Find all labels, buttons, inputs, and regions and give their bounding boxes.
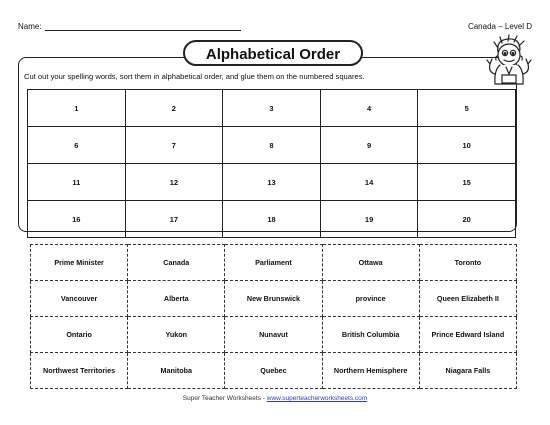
word-card[interactable]: Prime Minister	[31, 245, 128, 281]
word-card[interactable]: Vancouver	[31, 281, 128, 317]
grid-cell[interactable]: 5	[418, 90, 516, 127]
footer-text: Super Teacher Worksheets -	[182, 395, 267, 402]
level-label: Canada – Level D	[467, 22, 532, 31]
name-label: Name:	[18, 22, 42, 31]
grid-row	[28, 201, 516, 238]
word-row	[31, 281, 517, 317]
grid-cell[interactable]: 19	[320, 201, 418, 238]
name-field	[18, 22, 241, 31]
grid-cell[interactable]: 6	[28, 127, 126, 164]
word-card[interactable]: Niagara Falls	[419, 353, 516, 389]
word-card[interactable]: Ontario	[31, 317, 128, 353]
grid-cell[interactable]: 3	[223, 90, 321, 127]
word-card[interactable]: Queen Elizabeth II	[419, 281, 516, 317]
word-card[interactable]: Yukon	[128, 317, 225, 353]
word-card[interactable]: Manitoba	[128, 353, 225, 389]
grid-cell[interactable]: 11	[28, 164, 126, 201]
page-title: Alphabetical Order	[183, 40, 363, 66]
grid-cell[interactable]: 1	[28, 90, 126, 127]
grid-cell[interactable]: 4	[320, 90, 418, 127]
word-card[interactable]: New Brunswick	[225, 281, 322, 317]
grid-row	[28, 90, 516, 127]
word-card[interactable]: Prince Edward Island	[419, 317, 516, 353]
grid-cell[interactable]: 14	[320, 164, 418, 201]
footer	[0, 395, 550, 402]
student-cartoon-icon	[480, 34, 538, 90]
word-card[interactable]: British Columbia	[322, 317, 419, 353]
grid-cell[interactable]: 7	[125, 127, 223, 164]
word-card[interactable]: Quebec	[225, 353, 322, 389]
grid-cell[interactable]: 13	[223, 164, 321, 201]
word-row	[31, 353, 517, 389]
grid-cell[interactable]: 12	[125, 164, 223, 201]
grid-cell[interactable]: 9	[320, 127, 418, 164]
grid-cell[interactable]: 17	[125, 201, 223, 238]
grid-cell[interactable]: 8	[223, 127, 321, 164]
numbered-grid	[27, 89, 516, 238]
instructions-text: Cut out your spelling words, sort them in alphabetical order, and glue them on the numbered squares.	[24, 72, 365, 81]
word-card[interactable]: Parliament	[225, 245, 322, 281]
grid-cell[interactable]: 15	[418, 164, 516, 201]
word-card[interactable]: Canada	[128, 245, 225, 281]
grid-cell[interactable]: 16	[28, 201, 126, 238]
grid-cell[interactable]: 20	[418, 201, 516, 238]
word-cutouts	[30, 244, 517, 389]
grid-row	[28, 127, 516, 164]
grid-row	[28, 164, 516, 201]
grid-cell[interactable]: 18	[223, 201, 321, 238]
word-card[interactable]: Toronto	[419, 245, 516, 281]
grid-cell[interactable]: 2	[125, 90, 223, 127]
word-row	[31, 245, 517, 281]
grid-cell[interactable]: 10	[418, 127, 516, 164]
name-line[interactable]	[45, 22, 241, 31]
word-card[interactable]: Northern Hemisphere	[322, 353, 419, 389]
word-card[interactable]: province	[322, 281, 419, 317]
word-card[interactable]: Alberta	[128, 281, 225, 317]
footer-link[interactable]: www.superteacherworksheets.com	[266, 395, 368, 402]
word-card[interactable]: Nunavut	[225, 317, 322, 353]
word-card[interactable]: Ottawa	[322, 245, 419, 281]
word-card[interactable]: Northwest Territories	[31, 353, 128, 389]
word-row	[31, 317, 517, 353]
